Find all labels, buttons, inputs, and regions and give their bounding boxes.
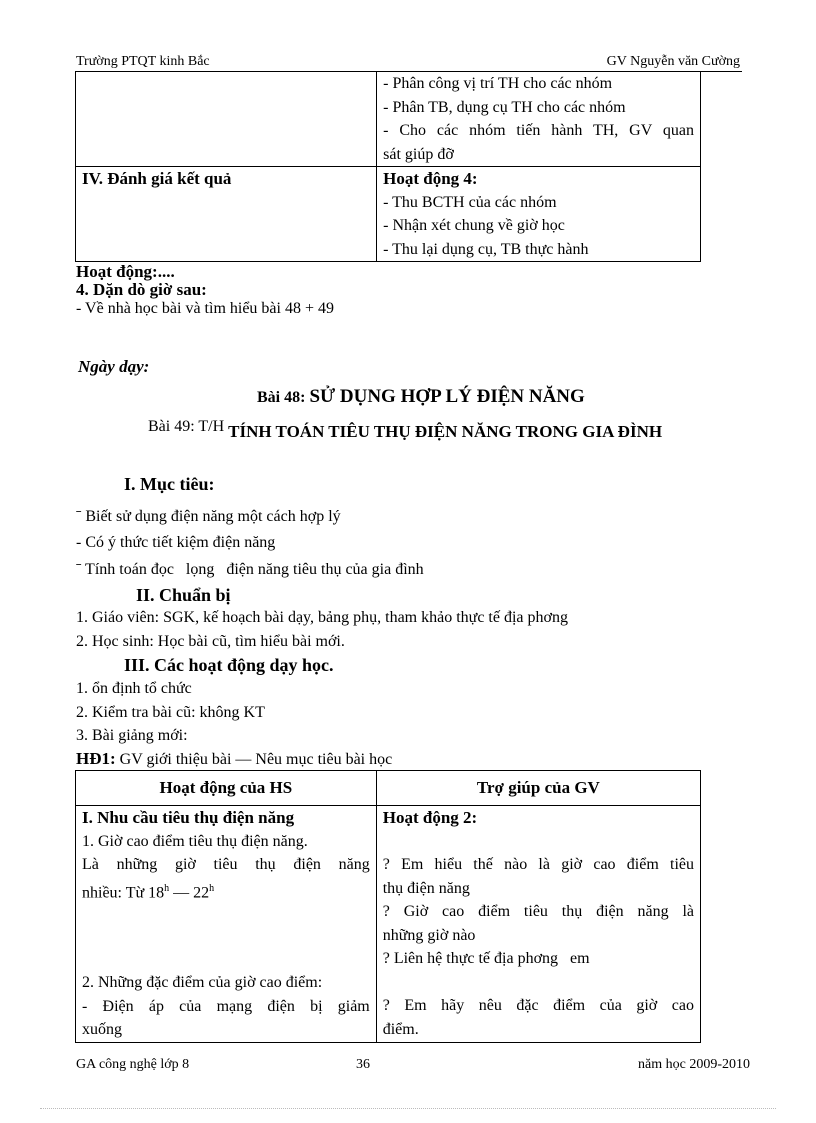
table1-row1-left: [76, 72, 377, 167]
header-teacher: GV Nguyễn văn Cường: [606, 54, 740, 69]
range-sup: h: [209, 882, 215, 894]
peak-hours-item: 1. Giờ cao điểm tiêu thụ điện năng.: [82, 832, 308, 850]
table1-row1-right: [377, 72, 701, 167]
activity4-title: Hoạt động 4:: [383, 169, 478, 188]
question-2-cont: những giờ nào: [382, 926, 476, 944]
hd1-label: HĐ1:: [76, 749, 116, 768]
table1-line: - Cho các nhóm tiến hành TH, GV quan: [383, 122, 694, 139]
question-4: ? Em hãy nêu đặc điểm của giờ cao: [382, 997, 694, 1014]
objective-3-text: Tính toán đọc lọng điện năng tiêu thụ của gia đình: [85, 561, 424, 578]
lesson48-title-line: [257, 386, 585, 408]
peak-features: 2. Những đặc điểm của giờ cao điểm:: [82, 974, 323, 991]
question-2: ? Giờ cao điểm tiêu thụ điện năng là: [382, 903, 694, 920]
voltage-drop: - Điện áp của mạng điện bị giảm: [82, 997, 370, 1015]
lesson49-title-line: [148, 416, 663, 441]
homework-text: - Về nhà học bài và tìm hiểu bài 48 + 49: [76, 300, 334, 317]
lesson49-title: TÍNH TOÁN TIÊU THỤ ĐIỆN NĂNG TRONG GIA ĐÌNH: [228, 422, 663, 441]
hd1-text: GV giới thiệu bài — Nêu mục tiêu bài học: [119, 751, 393, 768]
table1-line: - Thu lại dụng cụ, TB thực hành: [383, 240, 589, 258]
table1-row2-right: [377, 167, 701, 262]
activity2-title: Hoạt động 2:: [382, 808, 478, 827]
activity-table-main: [75, 770, 701, 1043]
table1-line: sát giúp đỡ: [383, 145, 454, 163]
table1-line: - Thu BCTH của các nhóm: [383, 193, 557, 211]
peak-hours-range: [82, 877, 370, 901]
bullet-icon: ˉ: [76, 561, 86, 578]
lesson48-prefix: Bài 48:: [257, 389, 306, 406]
prep-teacher: 1. Giáo viên: SGK, kế hoạch bài dạy, bảng phụ, tham khảo thực tế địa phơng: [76, 609, 568, 626]
objective-1: [76, 508, 341, 526]
hd1-line: [76, 749, 392, 769]
objective-1-text: Biết sử dụng điện năng một cách hợp lý: [85, 508, 341, 525]
page-number: 36: [356, 1057, 370, 1072]
range-text: nhiều: Từ 18: [82, 883, 165, 901]
homework-heading: 4. Dặn dò giờ sau:: [76, 280, 207, 299]
activity-label: Hoạt động:....: [76, 262, 175, 281]
lesson48-title: SỬ DỤNG HỢP LÝ ĐIỆN NĂNG: [309, 386, 585, 407]
need-heading: I. Nhu cầu tiêu thụ điện năng: [82, 808, 295, 827]
student-column: [76, 806, 377, 1043]
section-activities: III. Các hoạt động dạy học.: [124, 655, 334, 675]
peak-hours-def: Là những giờ tiêu thụ điện năng: [82, 856, 370, 873]
evaluation-heading: IV. Đánh giá kết quả: [82, 169, 232, 188]
activity-table-top: [75, 71, 701, 262]
objective-2: - Có ý thức tiết kiệm điện năng: [76, 534, 276, 551]
prep-student: 2. Học sinh: Học bài cũ, tìm hiểu bài mới.: [76, 633, 345, 650]
footer-year: năm học 2009-2010: [638, 1057, 750, 1072]
voltage-drop-cont: xuống: [82, 1021, 122, 1038]
activity-step-1: 1. ổn định tổ chức: [76, 680, 192, 697]
question-3: ? Liên hệ thực tế địa phơng em: [382, 950, 590, 967]
activity-step-3: 3. Bài giảng mới:: [76, 727, 188, 744]
teacher-column: [376, 806, 700, 1043]
table1-line: - Nhận xét chung về giờ học: [383, 217, 565, 234]
col-head-teacher: Trợ giúp của GV: [376, 771, 700, 806]
table1-line: - Phân TB, dụng cụ TH cho các nhóm: [383, 98, 626, 116]
teaching-date: Ngày dạy:: [78, 357, 150, 376]
page-bottom-divider: [40, 1108, 776, 1109]
range-text: — 22: [169, 883, 210, 901]
question-4-cont: điểm.: [382, 1020, 419, 1038]
footer-course: GA công nghệ lớp 8: [76, 1057, 190, 1072]
activity-step-2: 2. Kiểm tra bài cũ: không KT: [76, 704, 265, 721]
lesson49-prefix: Bài 49: T/H: [148, 418, 225, 435]
bullet-icon: ˉ: [76, 508, 86, 525]
header-school: Trường PTQT kinh Bắc: [76, 54, 210, 69]
table1-row2-left: [76, 167, 377, 262]
col-head-student: Hoạt động của HS: [76, 771, 377, 806]
question-1-cont: thụ điện năng: [382, 879, 470, 897]
section-preparation: II. Chuẩn bị: [136, 585, 231, 605]
range-sup: h: [164, 882, 170, 894]
table1-line: - Phân công vị trí TH cho các nhóm: [383, 75, 613, 92]
objective-3: [76, 561, 424, 579]
question-1: ? Em hiểu thế nào là giờ cao điểm tiêu: [382, 856, 694, 873]
section-objectives: I. Mục tiêu:: [124, 474, 215, 494]
